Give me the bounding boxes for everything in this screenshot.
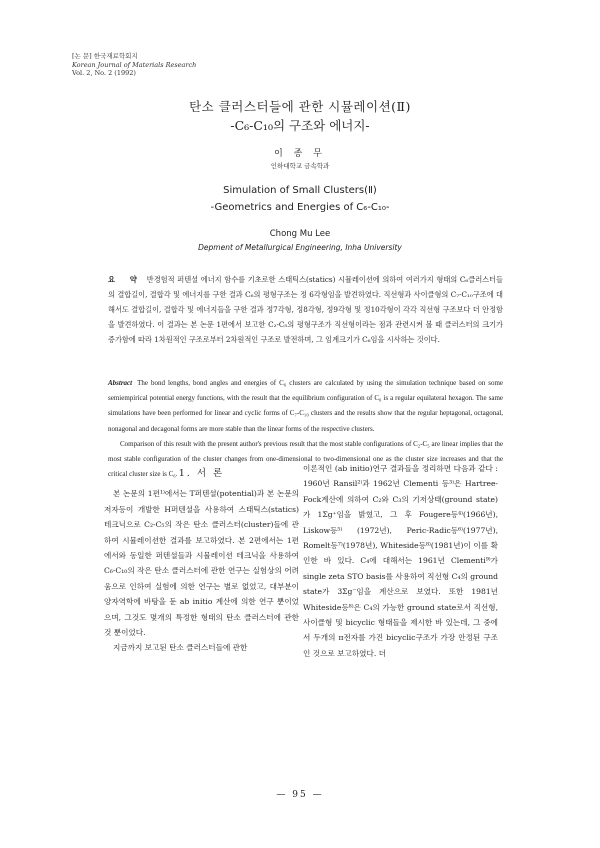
body-right-column: [303, 461, 498, 661]
body-left-column: [104, 466, 299, 656]
title-korean-line1: 탄소 클러스터들에 관한 시뮬레이션(Ⅱ): [189, 99, 411, 114]
title-english-line2: -Geometrics and Energies of C₆-C₁₀-: [210, 202, 390, 213]
abstract-english-label: Abstract: [108, 379, 133, 387]
body-paragraph: 이론적인 (ab initio)연구 결과들을 정리하면 다음과 같다 : 1960년 Ransil²⁾과 1962년 Clementi 등³⁾은 Hartree-Fock계산에 의하여 C₂와 C₃의 기저상태(ground state)가 1Σg⁺임을 밝혔고, 그 후 Fougere등⁴⁾(1966년), Liskow등⁵⁾ (1972년), Peric-Radic등⁶⁾(1977년), Romelt등⁷⁾(1978년), Whiteside등⁸⁾(1981년)이 이를 확인한 바 있다. C₄에 대해서는 1961년 Clementi⁹⁾가 single zeta STO basis를 사용하여 직선형 C₄의 ground state가 3Σg⁻임을 계산으로 보였다. 또한 1981년 Whiteside등⁸⁾은 C₄의 가능한 ground state로서 직선형, 사이클형 및 bicyclic 형태들을 제시한 바 있는데, 그 중에서 두개의 π전자를 가진 bicyclic구조가 가장 안정된 구조인 것으로 보고하였다. 더: [303, 464, 498, 658]
author-korean: 이 종 무: [274, 149, 326, 159]
header-journal-name: Korean Journal of Materials Research: [72, 60, 197, 69]
body-paragraph: 지금까지 보고된 탄소 클러스터들에 관한: [113, 643, 248, 653]
affiliation-english: Depment of Metallurgical Engineering, Inha University: [198, 243, 402, 252]
abstract-korean-text: 반경험적 퍼텐셜 에너지 함수를 기초로한 스태틱스(statics) 시뮬레이션에 의하여 여러가지 형태의 C₆클러스터들의 결합길이, 결합각 및 에너지를 구한 결과 C₆의 평형구조는 정 6각형임을 발견하였다. 직선형과 사이클형의 C₇-C₁₀구조에 대해서도 결합길이, 결합각 및 에너지들을 구한 결과 정7각형, 정8각형, 정9각형 및 정10각형이 각각 직선형 구조보다 더 안정함을 발견하였다. 이 결과는 본 논문 1편에서 보고한 C₂-C₅의 평형구조가 직선형이라는 점과 관련시켜 볼 때 클러스터의 크기가 증가함에 따라 1차원적인 구조로부터 2차원적인 구조로 발전하며, 그 임계크기가 C₆임을 시사하는 것이다.: [108, 275, 504, 345]
affiliation-korean: 인하대학교 금속학과: [270, 162, 330, 170]
author-english: Chong Mu Lee: [269, 229, 331, 239]
abstract-english-p2: Comparison of this result with the present author's previous result that the most stable configurations of C₂-C₅ are linear implies that the most stable configuration of the cluster changes from one-dimensional to two-dimensional one as the cluster size increases and that the critical cluster size is C₆.: [108, 439, 503, 479]
journal-header: [72, 52, 196, 78]
abstract-korean: [108, 272, 503, 347]
header-volume: Vol. 2, No. 2 (1992): [72, 69, 136, 77]
title-english-line1: Simulation of Small Clusters(Ⅱ): [223, 185, 377, 196]
page-number: — 95 —: [276, 790, 324, 800]
abstract-english-p1: The bond lengths, bond angles and energies of C₆ clusters are calculated by using the simulation technique based on some semiempirical potential energy functions, with the result that the equilibrium configuration of C₆ is a regular equilateral hexagon. The same simulations have been performed for linear and cyclic forms of C₇-C₁₀ clusters and the results show that the regular heptagonal, octagonal, nonagonal and decagonal forms are more stable than the linear forms of the respective clusters.: [108, 379, 503, 433]
abstract-korean-label: 요 약: [108, 275, 143, 284]
title-korean-line2: -C₆-C₁₀의 구조와 에너지-: [230, 118, 370, 133]
body-paragraph: 본 논문의 1편¹⁾에서는 T퍼텐셜(potential)과 본 논문의 저자등이 개발한 H퍼텐셜을 사용하여 스태틱스(statics) 테크닉으로 C₂-C₅의 작은 탄소 클러스터(cluster)들에 관하여 시뮬레이션한 결과를 보고하였다. 본 2편에서는 1편에서와 동일한 퍼텐셜들과 시뮬레이션 테크닉을 사용하여 C₆-C₁₀의 작은 탄소 클러스터에 관한 연구는 실험상의 어려움으로 인하여 실험에 의한 연구는 별로 없었고, 대부분이 양자역학에 바탕을 둔 ab initio 계산에 의한 연구 뿐이었으며, 그것도 몇개의 특정한 형태의 탄소 클러스터에 관한 것 뿐이었다.: [104, 489, 299, 638]
header-line-1: [논 문] 한국재료학회지: [72, 52, 138, 60]
section-heading: 1. 서 론: [178, 468, 225, 479]
